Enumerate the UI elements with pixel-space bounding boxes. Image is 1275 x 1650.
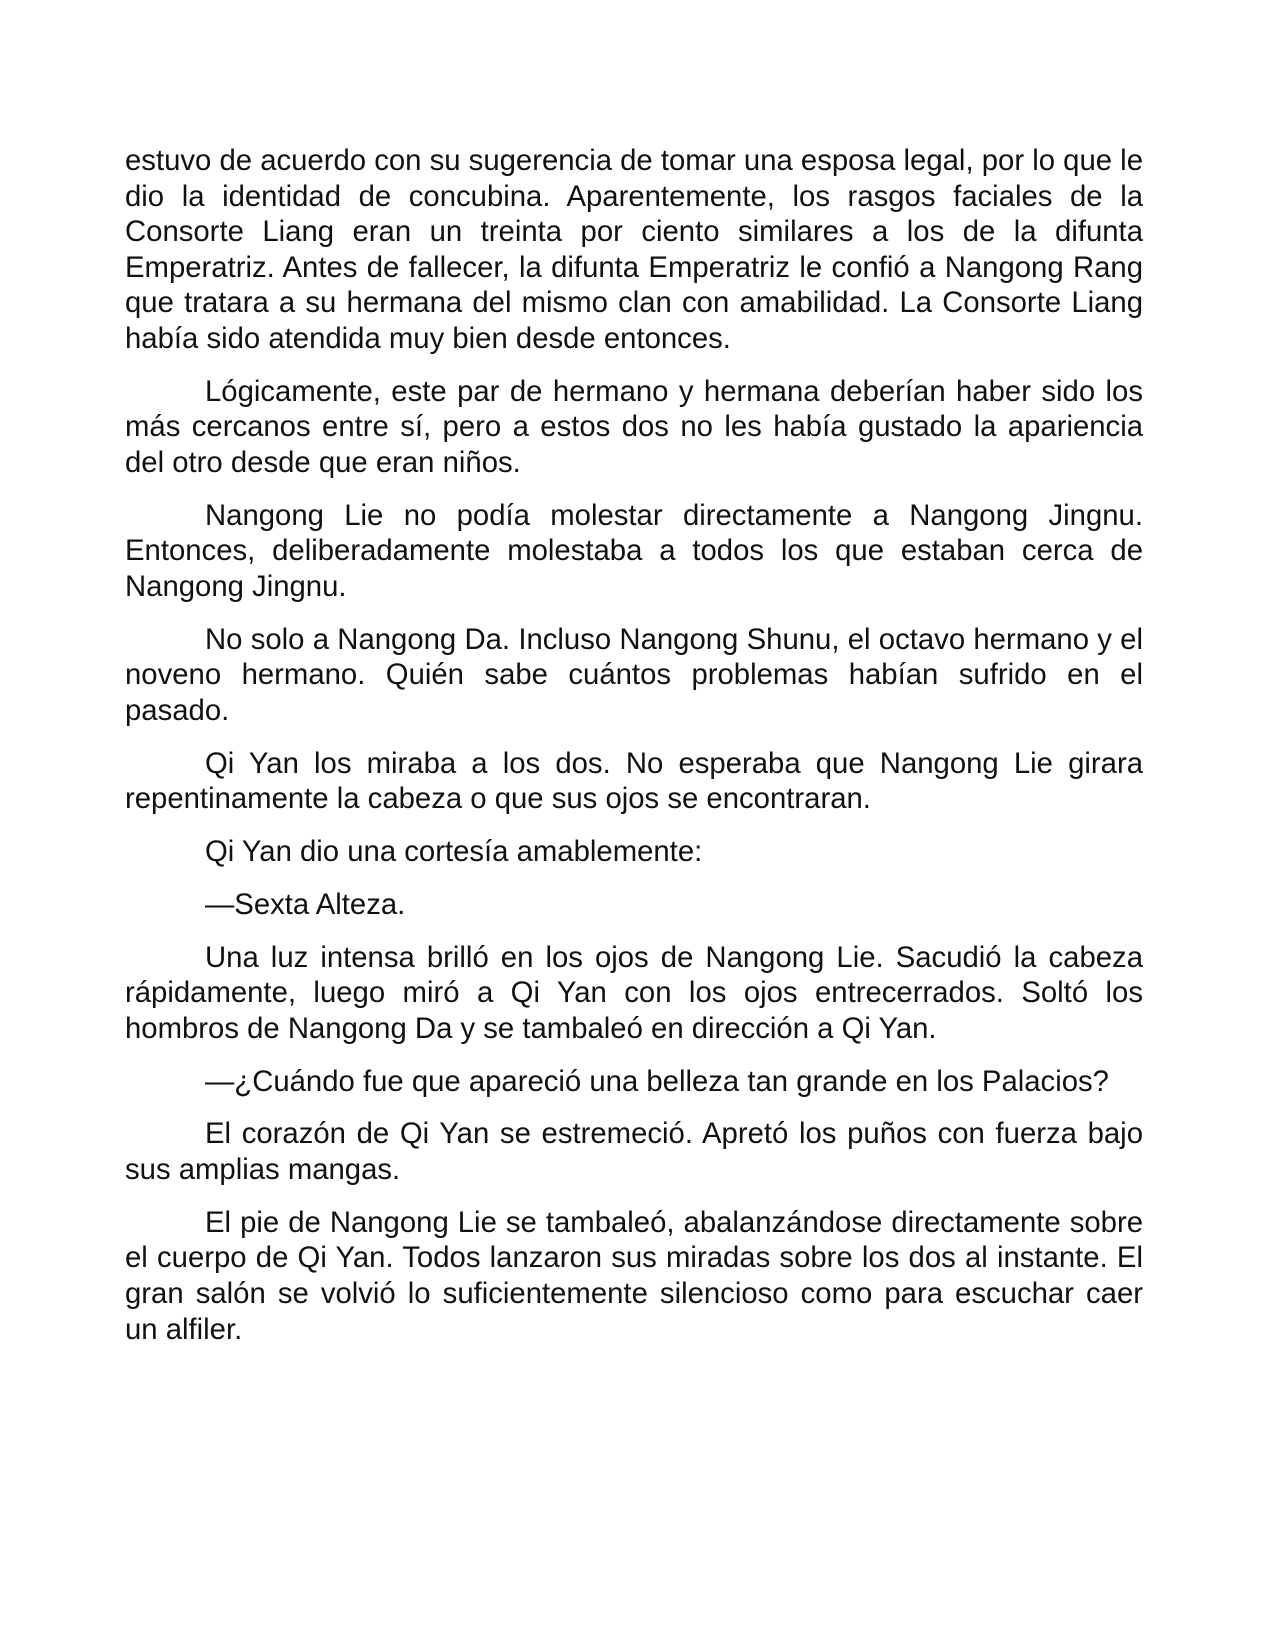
paragraph: El corazón de Qi Yan se estremeció. Apretó los puños con fuerza bajo sus amplias mangas. [125,1117,1143,1186]
paragraph: Qi Yan dio una cortesía amablemente: [205,835,703,869]
paragraph: El pie de Nangong Lie se tambaleó, abalanzándose directamente sobre el cuerpo de Qi Yan. Todos lanzaron sus miradas sobre los dos al instante. El gran salón se volvió lo suficientemente silencioso como para escuchar caer un alfiler. [125,1205,1143,1346]
paragraph-continued: estuvo de acuerdo con su sugerencia de tomar una esposa legal, por lo que le dio la identidad de concubina. Aparentemente, los rasgos faciales de la Consorte Liang eran un treinta por ciento similares a los de la difunta Emperatriz. Antes de fallecer, la difunta Emperatriz le confió a Nangong Rang que tratara a su hermana del mismo clan con amabilidad. La Consorte Liang había sido atendida muy bien desde entonces. [125,144,1143,355]
paragraph: No solo a Nangong Da. Incluso Nangong Shunu, el octavo hermano y el noveno hermano. Quién sabe cuántos problemas habían sufrido en el pasado. [125,622,1143,727]
paragraph: Qi Yan los miraba a los dos. No esperaba que Nangong Lie girara repentinamente la cabeza o que sus ojos se encontraran. [125,746,1143,816]
paragraph: Una luz intensa brilló en los ojos de Nangong Lie. Sacudió la cabeza rápidamente, luego miró a Qi Yan con los ojos entrecerrados. Soltó los hombros de Nangong Da y se tambaleó en dirección a Qi Yan. [125,940,1143,1045]
paragraph: Nangong Lie no podía molestar directamente a Nangong Jingnu. Entonces, deliberadamente molestaba a todos los que estaban cerca de Nangong Jingnu. [125,498,1143,603]
document-body [125,143,1143,1364]
dialogue-line: —¿Cuándo fue que apareció una belleza tan grande en los Palacios? [205,1064,1109,1098]
paragraph: Lógicamente, este par de hermano y hermana deberían haber sido los más cercanos entre sí, pero a estos dos no les había gustado la apariencia del otro desde que eran niños. [125,374,1143,479]
dialogue-line: —Sexta Alteza. [205,887,406,921]
